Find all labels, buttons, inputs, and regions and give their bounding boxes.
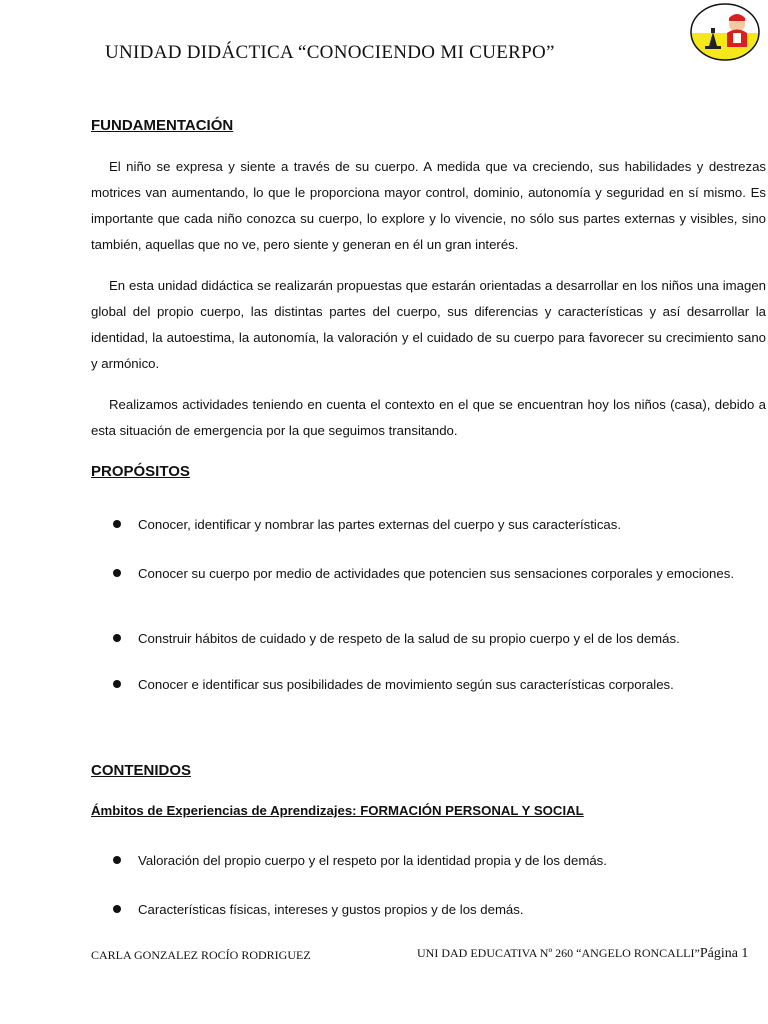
bullet-icon	[113, 634, 121, 642]
paragraph: Realizamos actividades teniendo en cuenta el contexto en el que se encuentran hoy los niños (casa), debido a esta situación de emergencia por la que seguimos transitando.	[91, 397, 766, 438]
bullet-icon	[113, 905, 121, 913]
bullet-icon	[113, 856, 121, 864]
footer-authors: CARLA GONZALEZ ROCÍO RODRIGUEZ	[91, 948, 311, 962]
list-item-text: Valoración del propio cuerpo y el respeto por la identidad propia y de los demás.	[138, 853, 607, 868]
subheading-ambitos: Ámbitos de Experiencias de Aprendizajes: FORMACIÓN PERSONAL Y SOCIAL	[91, 803, 584, 818]
footer-school-name: UNI DAD EDUCATIVA Nº 260 “ANGELO RONCALLI”	[417, 946, 700, 960]
list-item	[113, 669, 767, 700]
list-item	[113, 894, 767, 925]
section-heading-propositos: PROPÓSITOS	[91, 463, 190, 480]
paragraph: En esta unidad didáctica se realizarán propuestas que estarán orientadas a desarrollar en los niños una imagen global del propio cuerpo, las distintas partes del cuerpo, sus diferencias y características y así desarrollar la identidad, la autoestima, la autonomía, la valoración y el cuidado de su cuerpo para favorecer su crecimiento sano y armónico.	[91, 278, 766, 371]
list-item-text: Construir hábitos de cuidado y de respeto de la salud de su propio cuerpo y el de los demás.	[138, 631, 680, 646]
section-heading-fundamentacion: FUNDAMENTACIÓN	[91, 117, 234, 134]
footer-school	[417, 946, 748, 962]
list-item-text: Conocer, identificar y nombrar las partes externas del cuerpo y sus características.	[138, 517, 622, 532]
bullet-icon	[113, 680, 121, 688]
bullet-icon	[113, 569, 121, 577]
list-item	[113, 845, 767, 876]
list-item	[113, 623, 767, 654]
bullet-icon	[113, 520, 121, 528]
list-item-text: Características físicas, intereses y gustos propios y de los demás.	[138, 902, 524, 917]
list-item-text: Conocer su cuerpo por medio de actividades que potencien sus sensaciones corporales y emociones.	[138, 566, 734, 581]
list-item	[113, 509, 767, 540]
paragraph: El niño se expresa y siente a través de su cuerpo. A medida que va creciendo, sus habilidades y destrezas motrices van aumentando, lo que le proporciona mayor control, dominio, autonomía y seguridad en sí mismo. Es importante que cada niño conozca su cuerpo, lo explore y lo vivencie, no sólo sus partes externas y visibles, sino también, aquellas que no ve, pero siente y generan en él un gran interés.	[91, 159, 766, 252]
document-title: UNIDAD DIDÁCTICA “CONOCIENDO MI CUERPO”	[105, 42, 555, 63]
school-logo	[689, 2, 761, 62]
section-heading-contenidos: CONTENIDOS	[91, 762, 192, 779]
list-item-text: Conocer e identificar sus posibilidades de movimiento según sus características corporales.	[138, 677, 674, 692]
page-number: Página 1	[699, 946, 749, 961]
list-item	[113, 558, 767, 589]
